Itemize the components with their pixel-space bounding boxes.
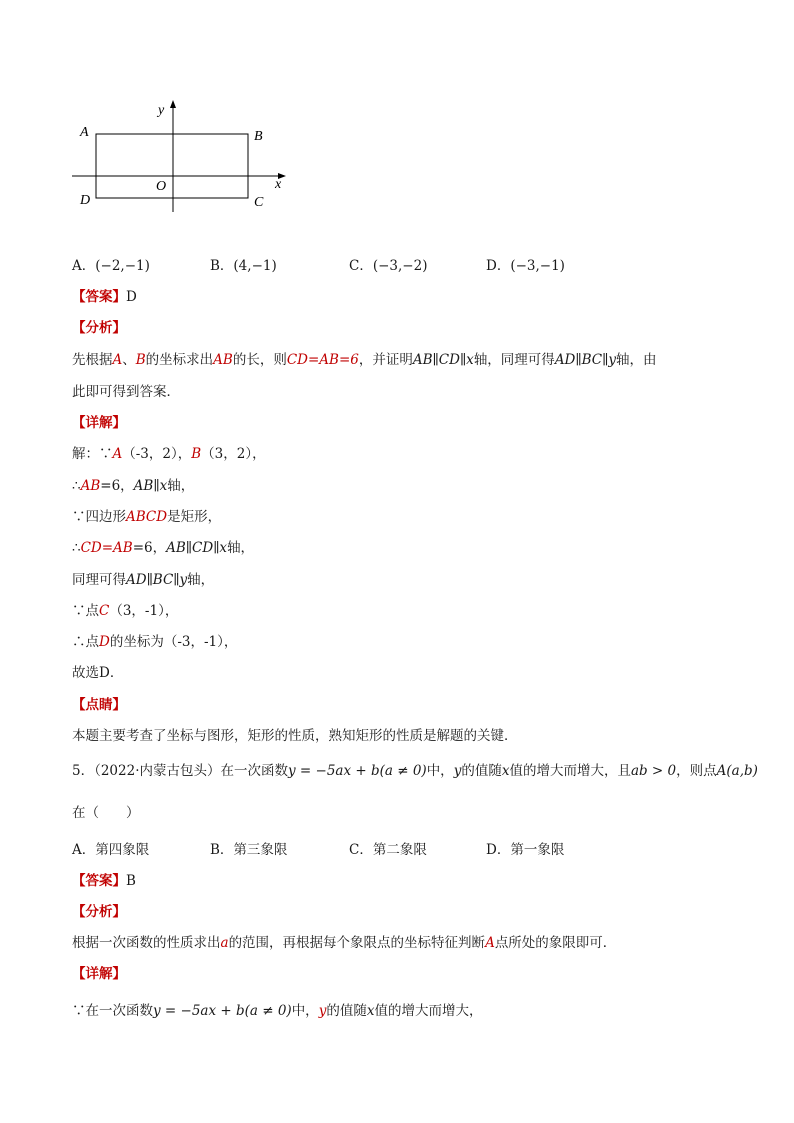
- q5-detail-line1: [72, 1001, 482, 1021]
- q5-analysis-label-line: [72, 902, 126, 922]
- q5-analysis-var: a: [220, 935, 229, 951]
- q5-option-d: D．第一象限: [486, 842, 565, 858]
- rectangle-coordinate-figure: [68, 98, 298, 223]
- q4-option-b: B．(4,−1): [210, 258, 277, 274]
- rectangle-abcd: [96, 134, 248, 198]
- q4-analysis-math: AB∥CD∥x: [412, 352, 474, 368]
- q5-analysis-label: 【分析】: [72, 904, 126, 920]
- detail-var: C: [99, 603, 110, 619]
- label-y: y: [158, 103, 165, 118]
- q4-analysis-label-line: [72, 318, 126, 338]
- q5-stem-text: 中，: [426, 763, 454, 779]
- detail-text: ∵四边形: [72, 509, 126, 525]
- q4-detail-line6: [72, 601, 178, 621]
- q5-analysis-part: 的范围，再根据每个象限点的坐标特征判断: [228, 935, 486, 951]
- q4-analysis-math: AD∥BC∥y: [554, 352, 616, 368]
- q5-stem-text: 5．（2022·内蒙古包头）在一次函数: [72, 763, 288, 779]
- q4-analysis-var: AB: [213, 352, 233, 368]
- q4-analysis-text: 轴，由: [615, 352, 657, 368]
- q4-option-d: D．(−3,−1): [486, 258, 565, 274]
- q5-option-b: B．第三象限: [210, 842, 288, 858]
- q5-answer-label: 【答案】: [72, 873, 126, 889]
- detail-text: 是矩形，: [167, 509, 222, 525]
- q5-stem-var: x: [501, 763, 510, 779]
- label-x: x: [275, 177, 282, 192]
- q4-analysis-text: ，并证明: [358, 352, 413, 368]
- q5-stem-text: 的值随: [461, 763, 502, 779]
- detail-text: 轴，: [227, 540, 255, 556]
- detail-math: AB∥x: [133, 478, 168, 494]
- q5-stem-math: ab > 0: [630, 763, 677, 779]
- q5-option-a: A．第四象限: [72, 842, 150, 858]
- q5-stem-line1: [72, 761, 758, 781]
- detail-text: 轴，: [187, 572, 215, 588]
- q5-detail-text: 的值随: [326, 1003, 367, 1019]
- q5-stem-math: y = −5ax + b(a ≠ 0): [288, 763, 427, 779]
- q4-detail-line3: [72, 507, 221, 527]
- q4-detail-line5: [72, 570, 214, 590]
- label-C: C: [254, 195, 264, 210]
- q5-stem-text: 值的增大而增大，且: [509, 763, 631, 779]
- q4-analysis-line2: 此即可得到答案．: [72, 384, 180, 400]
- detail-var: A: [112, 446, 123, 462]
- q5-stem-line2: 在（ ）: [72, 805, 140, 821]
- q4-option-c: C．(−3,−2): [349, 258, 428, 274]
- q5-stem-var: y: [453, 763, 462, 779]
- q5-detail-text: ∵在一次函数: [72, 1003, 153, 1019]
- q4-analysis-text: 的长，则: [232, 352, 287, 368]
- q5-stem-math: A(a,b): [716, 763, 758, 779]
- detail-text: =6，: [132, 540, 167, 556]
- detail-text: ∴: [72, 478, 81, 494]
- detail-var: D: [99, 634, 110, 650]
- label-A: A: [80, 125, 89, 140]
- detail-text: 同理可得: [72, 572, 126, 588]
- q5-analysis-text: [72, 933, 616, 953]
- q4-answer-value: D: [126, 289, 137, 305]
- detail-math: AB∥CD∥x: [166, 540, 228, 556]
- q5-detail-var: y: [318, 1003, 327, 1019]
- q5-analysis-var: A: [485, 935, 495, 951]
- q5-detail-var: x: [366, 1003, 375, 1019]
- q5-detail-text: 中，: [291, 1003, 319, 1019]
- q4-analysis-line1: [72, 350, 656, 370]
- q4-analysis-var: CD=AB=6: [286, 352, 359, 368]
- detail-text: （-3，2），: [122, 446, 192, 462]
- label-B: B: [254, 129, 263, 144]
- q4-analysis-var: B: [135, 352, 146, 368]
- q5-analysis-part: 点所处的象限即可．: [494, 935, 617, 951]
- q4-analysis-text: 的坐标求出: [145, 352, 214, 368]
- q4-detail-line1: [72, 444, 266, 464]
- q5-analysis-part: 根据一次函数的性质求出: [72, 935, 221, 951]
- detail-text: （3，-1），: [109, 603, 179, 619]
- detail-var: AB: [80, 478, 101, 494]
- q4-analysis-label: 【分析】: [72, 320, 126, 336]
- y-axis-arrow: [170, 100, 176, 108]
- q5-detail-math: y = −5ax + b(a ≠ 0): [153, 1003, 292, 1019]
- q4-analysis-text: 、: [122, 352, 136, 368]
- q5-detail-label: 【详解】: [72, 966, 126, 982]
- detail-text: ∵点: [72, 603, 99, 619]
- q5-stem-text: ，则点: [676, 763, 717, 779]
- q4-detail-line7: [72, 632, 237, 652]
- detail-text: =6，: [100, 478, 134, 494]
- q4-comment-label: 【点睛】: [72, 697, 126, 713]
- detail-var: B: [191, 446, 202, 462]
- q4-answer-line: [72, 287, 137, 307]
- q5-detail-text: 值的增大而增大，: [374, 1003, 483, 1019]
- q4-detail-line4: [72, 538, 254, 558]
- q4-answer-label: 【答案】: [72, 289, 126, 305]
- q4-analysis-text: 先根据: [72, 352, 113, 368]
- detail-text: 解：∵: [72, 446, 113, 462]
- q4-comment-label-line: [72, 695, 126, 715]
- q4-detail-line8: 故选D．: [72, 665, 124, 681]
- q5-detail-label-line: [72, 964, 126, 984]
- figure-svg: [68, 98, 298, 223]
- q4-analysis-text: 轴，同理可得: [473, 352, 555, 368]
- label-D: D: [80, 193, 91, 208]
- q4-analysis-var: A: [112, 352, 123, 368]
- detail-math: AD∥BC∥y: [126, 572, 188, 588]
- q4-detail-label: 【详解】: [72, 415, 126, 431]
- q5-answer-line: [72, 871, 136, 891]
- detail-var: ABCD: [126, 509, 168, 525]
- detail-text: ∴: [72, 540, 81, 556]
- q4-option-a: A．(−2,−1): [72, 258, 150, 274]
- q4-comment-text: 本题主要考查了坐标与图形，矩形的性质，熟知矩形的性质是解题的关键．: [72, 728, 518, 744]
- detail-var: CD=AB: [80, 540, 133, 556]
- detail-text: ∴点: [72, 634, 99, 650]
- detail-text: （3，2），: [201, 446, 266, 462]
- q4-detail-label-line: [72, 413, 126, 433]
- detail-text: 轴，: [167, 478, 195, 494]
- q5-option-c: C．第二象限: [349, 842, 427, 858]
- label-O: O: [156, 179, 167, 194]
- q5-answer-value: B: [126, 873, 136, 889]
- q4-detail-line2: [72, 476, 194, 496]
- detail-text: 的坐标为（-3，-1），: [109, 634, 238, 650]
